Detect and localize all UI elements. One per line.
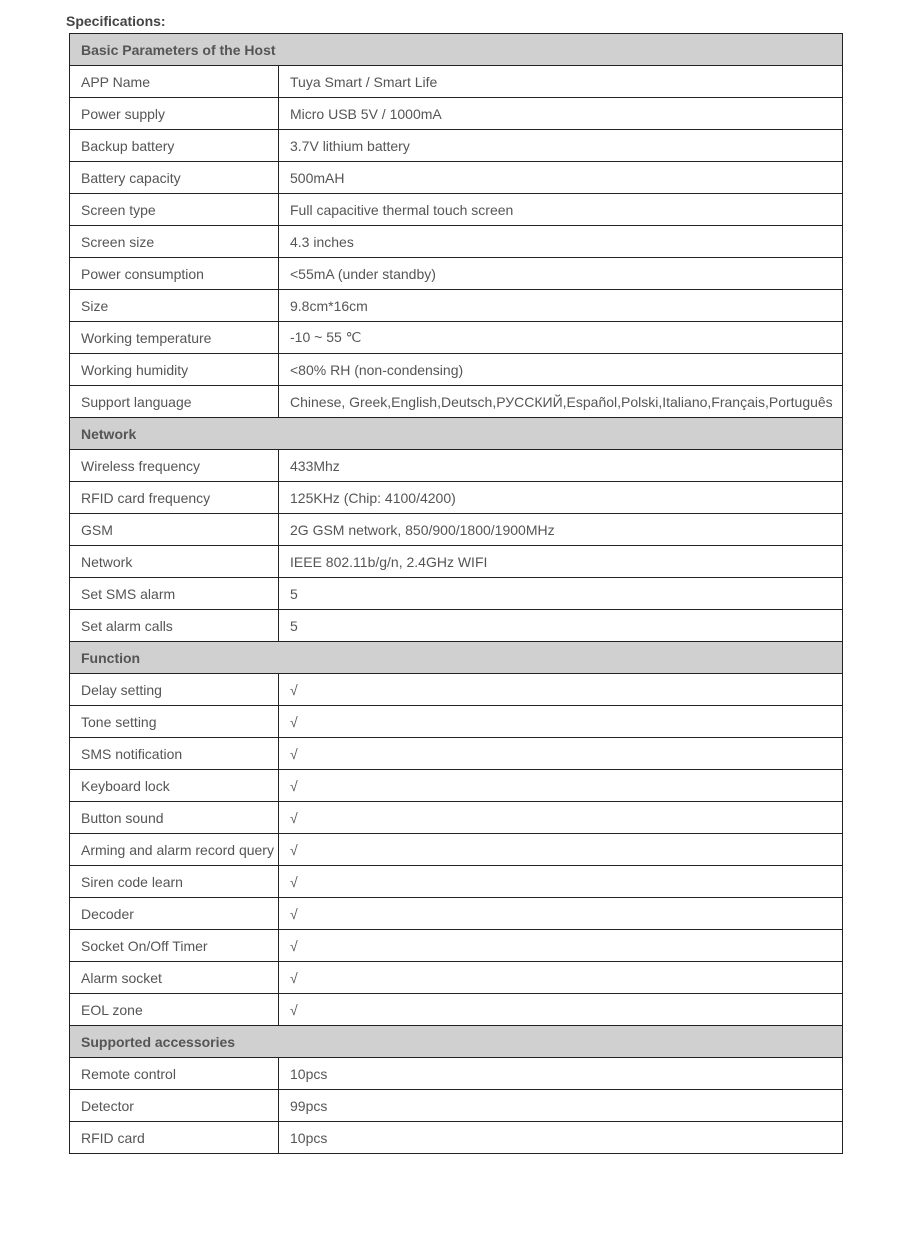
- table-row: [70, 322, 843, 354]
- spec-name: Tone setting: [70, 706, 279, 738]
- table-row: [70, 258, 843, 290]
- specifications-table: [69, 33, 843, 1154]
- table-row: [70, 162, 843, 194]
- spec-value: <55mA (under standby): [279, 258, 843, 290]
- table-row: [70, 994, 843, 1026]
- spec-name: Decoder: [70, 898, 279, 930]
- spec-name: Battery capacity: [70, 162, 279, 194]
- spec-name: APP Name: [70, 66, 279, 98]
- section-header: [70, 1026, 843, 1058]
- spec-value: 9.8cm*16cm: [279, 290, 843, 322]
- section-header: [70, 34, 843, 66]
- table-row: [70, 834, 843, 866]
- spec-value: √: [279, 898, 843, 930]
- table-row: [70, 706, 843, 738]
- table-row: [70, 770, 843, 802]
- table-row: [70, 98, 843, 130]
- spec-name: Backup battery: [70, 130, 279, 162]
- spec-name: Keyboard lock: [70, 770, 279, 802]
- spec-value: Tuya Smart / Smart Life: [279, 66, 843, 98]
- spec-value: Micro USB 5V / 1000mA: [279, 98, 843, 130]
- table-row: [70, 194, 843, 226]
- spec-name: Screen size: [70, 226, 279, 258]
- spec-name: Siren code learn: [70, 866, 279, 898]
- spec-value: 433Mhz: [279, 450, 843, 482]
- spec-value: Full capacitive thermal touch screen: [279, 194, 843, 226]
- table-row: [70, 738, 843, 770]
- spec-value: √: [279, 866, 843, 898]
- spec-name: Power supply: [70, 98, 279, 130]
- spec-name: Detector: [70, 1090, 279, 1122]
- section-header: [70, 418, 843, 450]
- spec-name: Support language: [70, 386, 279, 418]
- spec-value: 2G GSM network, 850/900/1800/1900MHz: [279, 514, 843, 546]
- spec-name: Delay setting: [70, 674, 279, 706]
- table-row: [70, 1122, 843, 1154]
- table-row: [70, 354, 843, 386]
- spec-name: RFID card frequency: [70, 482, 279, 514]
- spec-value: √: [279, 706, 843, 738]
- spec-value: 5: [279, 610, 843, 642]
- table-row: [70, 386, 843, 418]
- spec-name: Working humidity: [70, 354, 279, 386]
- spec-name: Size: [70, 290, 279, 322]
- spec-value: 10pcs: [279, 1058, 843, 1090]
- spec-value: Chinese, Greek,English,Deutsch,РУССКИЙ,Español,Polski,Italiano,Français,Português: [279, 386, 843, 418]
- spec-name: Button sound: [70, 802, 279, 834]
- spec-value: √: [279, 802, 843, 834]
- spec-value: √: [279, 834, 843, 866]
- table-row: [70, 930, 843, 962]
- spec-name: Network: [70, 546, 279, 578]
- section-title: Supported accessories: [70, 1026, 843, 1058]
- table-row: [70, 450, 843, 482]
- table-row: [70, 130, 843, 162]
- spec-value: √: [279, 674, 843, 706]
- table-row: [70, 1058, 843, 1090]
- section-header: [70, 642, 843, 674]
- spec-value: 4.3 inches: [279, 226, 843, 258]
- section-title: Function: [70, 642, 843, 674]
- table-row: [70, 610, 843, 642]
- spec-value: √: [279, 770, 843, 802]
- page-title: Specifications:: [66, 13, 166, 29]
- spec-value: √: [279, 738, 843, 770]
- section-title: Basic Parameters of the Host: [70, 34, 843, 66]
- spec-name: Working temperature: [70, 322, 279, 354]
- spec-name: Socket On/Off Timer: [70, 930, 279, 962]
- table-row: [70, 514, 843, 546]
- spec-name: Alarm socket: [70, 962, 279, 994]
- spec-value: 10pcs: [279, 1122, 843, 1154]
- spec-name: Wireless frequency: [70, 450, 279, 482]
- table-row: [70, 1090, 843, 1122]
- spec-name: Set SMS alarm: [70, 578, 279, 610]
- spec-value: <80% RH (non-condensing): [279, 354, 843, 386]
- table-row: [70, 226, 843, 258]
- spec-value: √: [279, 930, 843, 962]
- section-title: Network: [70, 418, 843, 450]
- spec-value: √: [279, 962, 843, 994]
- table-row: [70, 962, 843, 994]
- table-row: [70, 578, 843, 610]
- spec-value: 99pcs: [279, 1090, 843, 1122]
- spec-value: 3.7V lithium battery: [279, 130, 843, 162]
- spec-value: √: [279, 994, 843, 1026]
- table-row: [70, 674, 843, 706]
- spec-name: SMS notification: [70, 738, 279, 770]
- spec-value: -10 ~ 55 ℃: [279, 322, 843, 354]
- spec-name: RFID card: [70, 1122, 279, 1154]
- spec-value: 5: [279, 578, 843, 610]
- spec-value: IEEE 802.11b/g/n, 2.4GHz WIFI: [279, 546, 843, 578]
- table-row: [70, 898, 843, 930]
- spec-name: Power consumption: [70, 258, 279, 290]
- spec-name: Remote control: [70, 1058, 279, 1090]
- table-row: [70, 66, 843, 98]
- spec-value: 500mAH: [279, 162, 843, 194]
- spec-name: GSM: [70, 514, 279, 546]
- spec-name: EOL zone: [70, 994, 279, 1026]
- table-row: [70, 290, 843, 322]
- spec-name: Screen type: [70, 194, 279, 226]
- table-row: [70, 866, 843, 898]
- spec-value: 125KHz (Chip: 4100/4200): [279, 482, 843, 514]
- spec-name: Set alarm calls: [70, 610, 279, 642]
- table-row: [70, 546, 843, 578]
- table-row: [70, 802, 843, 834]
- spec-name: Arming and alarm record query: [70, 834, 279, 866]
- table-row: [70, 482, 843, 514]
